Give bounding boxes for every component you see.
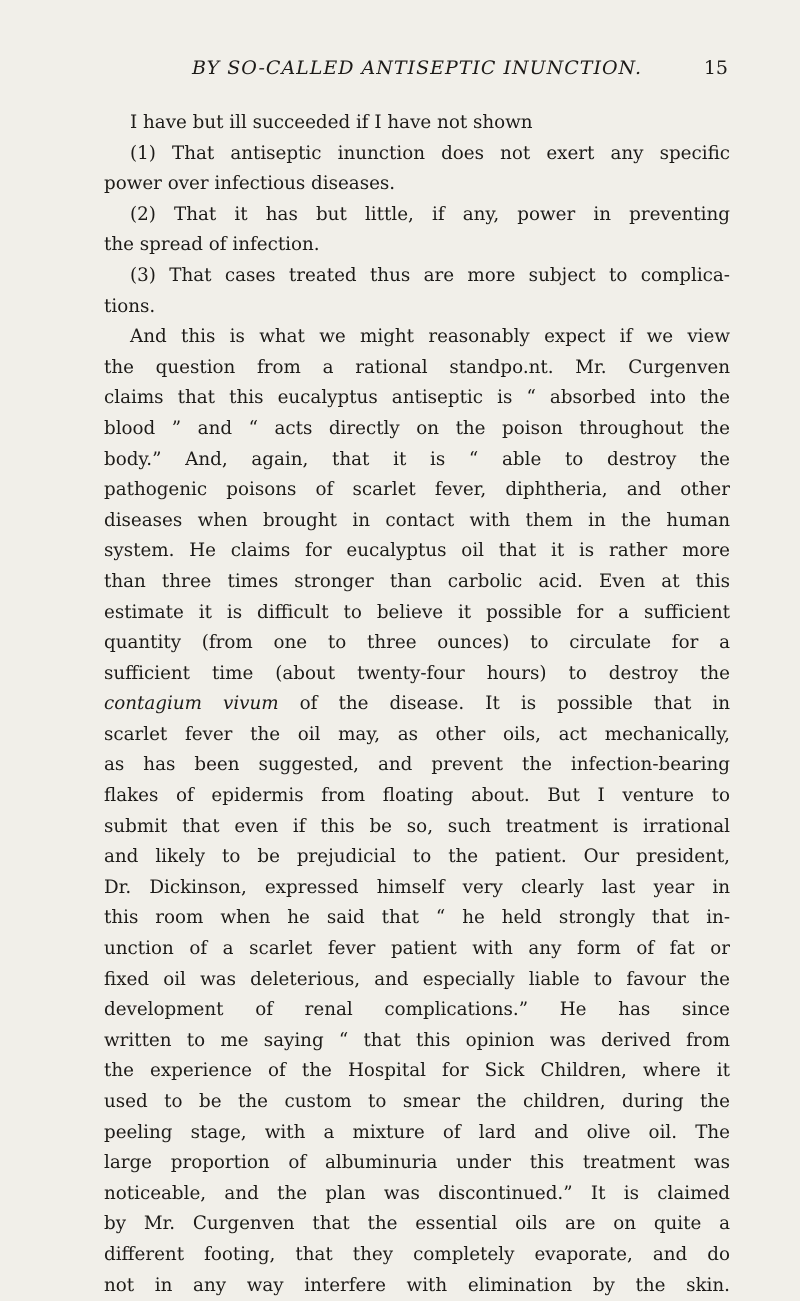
text-line: estimate it is difficult to believe it possible for a sufficient [104, 601, 730, 623]
text-line: blood ” and “ acts directly on the poison throughout the [104, 417, 730, 439]
text-line: (2) That it has but little, if any, power in preventing [130, 203, 730, 225]
text-line: pathogenic poisons of scarlet fever, diphtheria, and other [104, 479, 730, 501]
text-line: than three times stronger than carbolic acid. Even at this [104, 570, 730, 592]
text-line: claims that this eucalyptus antiseptic is “ absorbed into the [104, 387, 730, 409]
page-number: 15 [703, 57, 728, 79]
text-line: used to be the custom to smear the children, during the [104, 1091, 730, 1112]
text-line: the question from a rational standpo.nt. Mr. Curgenven [104, 356, 730, 378]
text-line: scarlet fever the oil may, as other oils, act mechanically, [104, 723, 730, 745]
page-header [106, 56, 728, 86]
running-head: BY SO-CALLED ANTISEPTIC INUNCTION. [191, 57, 642, 79]
text-line: flakes of epidermis from floating about. But I venture to [104, 785, 730, 807]
text-line: quantity (from one to three ounces) to circulate for a [104, 632, 730, 654]
text-line: and likely to be prejudicial to the patient. Our president, [104, 846, 730, 868]
text-line: peeling stage, with a mixture of lard and olive oil. The [104, 1121, 730, 1143]
text-line: diseases when brought in contact with them in the human [104, 509, 730, 531]
text-fragment: of the disease. It is possible that in [278, 693, 730, 715]
latin-term: contagium vivum [104, 693, 279, 715]
text-line: the experience of the Hospital for Sick Children, where it [104, 1060, 730, 1082]
text-line: body.” And, again, that it is “ able to destroy the [104, 448, 730, 470]
text-line: And this is what we might reasonably expect if we view [130, 326, 730, 348]
text-line: this room when he said that “ he held strongly that in- [104, 907, 730, 929]
text-line: submit that even if this be so, such treatment is irrational [104, 815, 730, 837]
text-line: development of renal complications.” He has since [104, 999, 730, 1021]
text-line: the spread of infection. [104, 234, 320, 256]
text-line [104, 689, 730, 720]
text-line: I have but ill succeeded if I have not shown [130, 112, 533, 133]
text-line: noticeable, and the plan was discontinued.” It is claimed [104, 1182, 730, 1204]
text-line: fixed oil was deleterious, and especially liable to favour the [104, 968, 730, 990]
text-line: system. He claims for eucalyptus oil that it is rather more [104, 540, 730, 562]
text-line: as has been suggested, and prevent the infection-bearing [104, 754, 730, 776]
text-line: (3) That cases treated thus are more subject to complica- [130, 264, 730, 286]
text-line: tions. [104, 295, 156, 317]
text-line: not in any way interfere with elimination by the skin. [104, 1274, 730, 1296]
text-line: by Mr. Curgenven that the essential oils are on quite a [104, 1213, 730, 1235]
text-line: large proportion of albuminuria under this treatment was [104, 1152, 730, 1174]
text-line: sufficient time (about twenty-four hours) to destroy the [104, 662, 730, 684]
text-line: (1) That antiseptic inunction does not exert any specific [130, 142, 730, 164]
text-line: written to me saying “ that this opinion was derived from [104, 1029, 730, 1051]
text-line: power over infectious diseases. [104, 173, 396, 195]
text-line: different footing, that they completely evaporate, and do [104, 1243, 730, 1265]
text-line: unction of a scarlet fever patient with any form of fat or [104, 938, 730, 960]
text-line: Dr. Dickinson, expressed himself very clearly last year in [104, 876, 730, 898]
body-text [104, 108, 730, 1301]
